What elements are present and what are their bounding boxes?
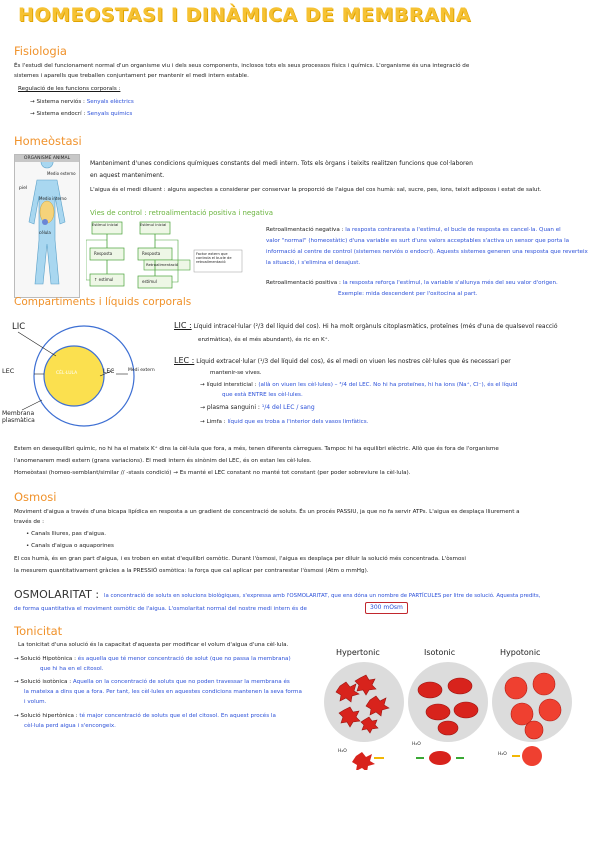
section-heading-compartiments: Compartiments i líquids corporals xyxy=(14,296,192,308)
homeostasi-line-3: L'aigua és el medi diluent : alguns aspectes a considerar per conservar la proporció de l'aigua del cos humà: sal, sucre, pes, ions, teixit adiposos i estat de salut. xyxy=(90,187,542,193)
osmosi-line-2: través de : xyxy=(14,519,45,525)
flow-factor-extern: Factor extern que controla el bucle de retroalimentació xyxy=(196,252,232,265)
fig-h2o-3: H₂O xyxy=(498,752,507,757)
fig-celula: célula xyxy=(39,230,51,235)
osmolaritat-line-1: la concentració de soluts en solucions biològiques, s'expressa amb l'OSMOLARITAT, que ens dóna un nombre de PARTÍCULES per litre de solució. Aquesta predits, xyxy=(104,593,541,599)
regulacio-heading: Regulació de les funcions corporals : xyxy=(18,86,121,92)
tonicitat-line-1: La tonicitat d'una solució és la capacitat d'aquesta per modificar el volum d'aigua d'una cèl·lula. xyxy=(18,642,289,648)
osmosi-line-4: la mesurem quantitativament gràcies a la PRESSIÓ osmòtica: la força que cal aplicar per contrarestar l'òsmosi (Atm o mmHg). xyxy=(14,568,369,574)
fig-hypotonic-label: Hypotonic xyxy=(500,648,541,657)
retro-negativa-line-4: la situació, i s'elimina el desajust. xyxy=(266,260,361,266)
sistema-endocri-item xyxy=(30,110,132,118)
fisiologia-line-1: És l'estudi del funcionament normal d'un organisme viu i dels seus components, inclosos tots els seus processos físics i químics. L'organisme és una integració de xyxy=(14,63,470,69)
lec-line-2: mantenir-se vives. xyxy=(210,370,262,376)
section-heading-homeostasi: Homeòstasi xyxy=(14,134,82,148)
retro-negativa-line-1: Retroalimentació negativa : la resposta contraresta a l'estímul, el bucle de resposta es cancel·la. Quan el xyxy=(266,227,561,233)
fig-medi-intern: Medio interno xyxy=(39,196,67,201)
organisme-animal-figure xyxy=(14,154,80,298)
retro-positiva-line-1: Retroalimentació positiva : la resposta reforça l'estímul, la variable s'allunya més del seu valor d'origen. xyxy=(266,280,558,286)
fig-isotonic-label: Isotonic xyxy=(424,648,456,657)
tonicity-figure xyxy=(320,660,590,770)
hipertonica-line-1: → Solució hipertònica : té major concentració de soluts que el del citosol. En aquest procés la xyxy=(14,713,276,719)
fig-h2o-2: H₂O xyxy=(412,742,421,747)
label-lec-inner: LEC xyxy=(103,368,115,375)
isotonica-line-1: → Solució isotònica : Aquella on la concentració de soluts que no poden travessar la membrana és xyxy=(14,679,290,685)
fisiologia-line-2: sistemes i aparells que treballen conjuntament per mantenir el medi intern estable. xyxy=(14,73,249,79)
sistema-nervios-item xyxy=(30,98,134,106)
label-lic: LIC xyxy=(12,322,26,332)
retro-negativa-line-3: informació al centre de control (sistemes nerviós o endocrí). Aquests sistemes generen una resposta que reverteix xyxy=(266,249,588,255)
hipotonica-line-1: → Solució Hipotònica : és aquella que té menor concentració de solut (que no passa la membrana) xyxy=(14,656,291,662)
flow-resposta-2: Resposta xyxy=(142,251,161,256)
section-heading-tonicitat: Tonicitat xyxy=(14,624,63,638)
hipotonica-line-2: que hi ha en el citosol. xyxy=(40,666,104,672)
retro-positiva-line-2: Exemple: mida descendent per l'oxitocina al part. xyxy=(338,291,478,297)
equilibri-line-2: l'anomenarem medi extern (grans variacions). El medi intern és sinònim del LEC, és on estan les cèl·lules. xyxy=(14,458,312,464)
osmolaritat-line-2: de forma quantitativa el moviment osmòtic de l'aigua. L'osmolaritat normal del nostre medi intern és de xyxy=(14,606,307,612)
osmosi-bullet-2: • Canals d'aigua o aquaporines xyxy=(26,543,114,549)
label-celula: CÈL·LULA xyxy=(56,371,78,376)
lic-line-2: enzimàtica), és el més abundant), és ric en K⁺. xyxy=(198,337,330,343)
item-label: → Sistema endocrí : xyxy=(30,111,86,117)
osmosi-line-3: El cos humà, és en gran part d'aigua, i es troben en estat d'equilibri osmòtic. Durant l'òsmosi, l'aigua es desplaça per diluir la solució més concentrada. L'òsmosi xyxy=(14,556,466,562)
limfa-line: → Limfa : líquid que es troba a l'interior dels vasos limfàtics. xyxy=(200,419,369,425)
label-membrana-plasmatica: Membrana plasmàtica xyxy=(2,410,35,424)
section-heading-osmosi: Osmosi xyxy=(14,490,57,504)
equilibri-line-3: Homeòstasi (homeo-semblant/similar // -stasis condició) → Es manté el LEC constant no manté tot constant (per poder sobreviure la cèl·lula). xyxy=(14,470,411,476)
fig-medi-extern: Medio externo xyxy=(47,171,76,176)
body-illustration xyxy=(15,162,79,294)
flow-estimul-2: Estímul inicial xyxy=(140,222,167,227)
isotonica-line-3: i volum. xyxy=(24,699,47,705)
section-heading-fisiologia: Fisiologia xyxy=(14,44,67,58)
osmosi-line-1: Moviment d'aigua a través d'una bicapa lipídica en resposta a un gradient de concentració de soluts. És un procés PASSIU, ja que no fa servir ATPs. L'aigua es desplaça lliurement a xyxy=(14,509,520,515)
page-title: HOMEOSTASI I DINÀMICA DE MEMBRANA xyxy=(18,4,471,26)
figure-title: ORGANISME ANIMAL xyxy=(15,155,79,162)
isotonica-line-2: la mateixa a dins que a fora. Per tant, les cèl·lules en aquestes condicions mantenen la seva forma xyxy=(24,689,302,695)
flow-retroalimentacio: Retroalimentació xyxy=(146,262,179,267)
lec-line-1: LEC : Líquid extracel·lular (¹/3 del líquid del cos), és el medi on viuen les nostres cèl·lules que és necessari per xyxy=(174,356,511,365)
item-value: Senyals elèctrics xyxy=(86,99,134,105)
hipertonica-line-2: cèl·lula perd aigua i s'encongeix. xyxy=(24,723,116,729)
retro-negativa-line-2: valor "normal" (homeostàtic) d'una variable es surt d'uns valors acceptables s'activa un sensor que porta la xyxy=(266,238,570,244)
flow-estimul-1: Estímul inicial xyxy=(92,222,119,227)
homeostasi-line-2: en aquest manteniment. xyxy=(90,172,165,179)
osmolaritat-value: 300 mOsm xyxy=(365,602,408,614)
homeostasi-line-1: Manteniment d'unes condicions químiques constants del medi intern. Tots els òrgans i teixits realitzen funcions que col·laboren xyxy=(90,160,473,167)
plasma-sanguini-line: → plasma sanguini : ¹/4 del LEC / sang xyxy=(200,404,315,411)
liquid-intersticial-line-2: que està ENTRE les cèl·lules. xyxy=(222,392,303,398)
flow-estimul-down: estímul xyxy=(142,279,157,284)
osmosi-bullet-1: • Canals lliures, pas d'aigua. xyxy=(26,531,106,537)
equilibri-line-1: Estem en desequilibri químic, no hi ha el mateix K⁺ dins la cèl·lula que fora, a més, tenen diferents càrregues. Tampoc hi ha equilibri elèctric. Allò que és fora de l'organisme xyxy=(14,446,499,452)
flow-estimul-up: ↑ estímul xyxy=(94,277,114,282)
label-medi-extern: Medi extern xyxy=(128,368,155,373)
lic-line-1: LIC : Líquid intracel·lular (²/3 del líquid del cos). Hi ha molt orgànuls citoplasmàtics, proteïnes (més d'una de qualsevol reacció xyxy=(174,321,558,330)
label-lec-left: LEC xyxy=(2,367,15,375)
vies-de-control-heading: Vies de control : retroalimentació positiva i negativa xyxy=(90,209,274,217)
fig-piel: piel xyxy=(19,186,28,191)
item-value: Senyals químics xyxy=(87,111,133,117)
flow-resposta-1: Resposta xyxy=(94,251,113,256)
fig-h2o-1: H₂O xyxy=(338,749,347,754)
fig-hypertonic-label: Hypertonic xyxy=(336,648,380,657)
liquid-intersticial-line: → líquid intersticial : (allà on viuen les cèl·lules) – ³/4 del LEC. No hi ha proteïnes, hi ha ions (Na⁺, Cl⁻), és el líquid xyxy=(200,382,518,388)
osmolaritat-heading: OSMOLARITAT : xyxy=(14,588,100,601)
item-label: → Sistema nerviós : xyxy=(30,99,85,105)
